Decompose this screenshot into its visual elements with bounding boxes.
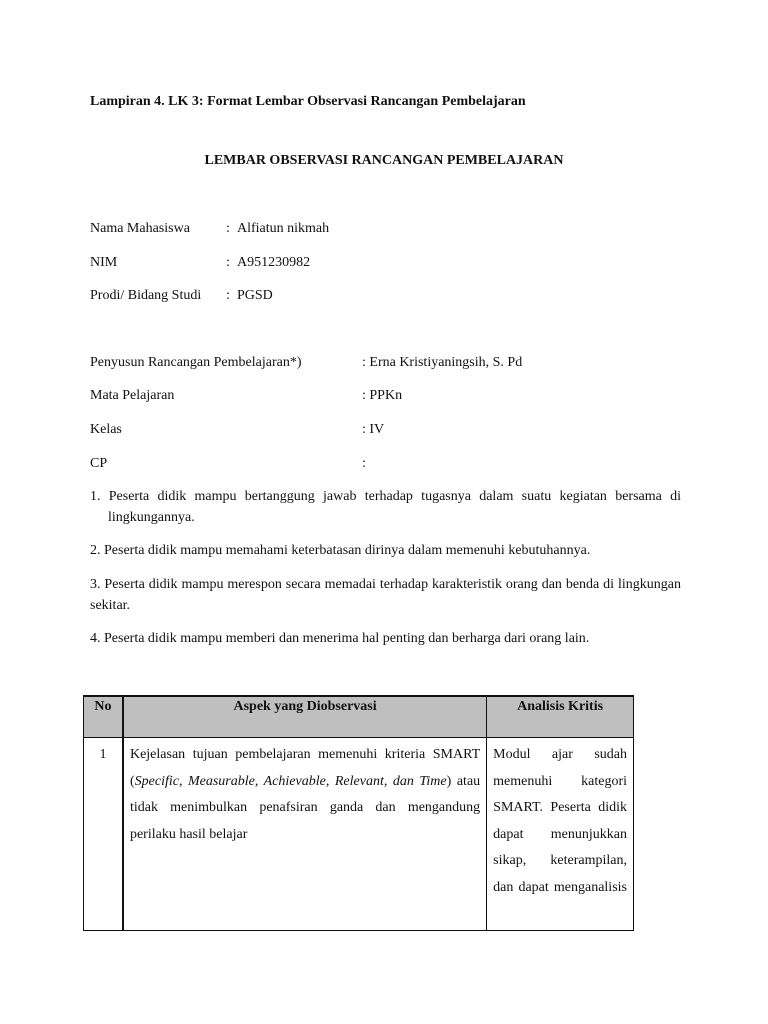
student-prodi-value: PGSD (237, 288, 273, 303)
student-nim-colon: : (226, 255, 230, 270)
row-aspek (123, 738, 487, 931)
row-no: 1 (84, 738, 123, 931)
header-aspek: Aspek yang Diobservasi (123, 696, 487, 738)
student-prodi-label: Prodi/ Bidang Studi (90, 288, 202, 303)
observation-table (83, 695, 634, 931)
student-name-colon: : (226, 221, 230, 236)
cp-label: CP (90, 456, 108, 471)
aspek-text-start: Kejelasan tujuan pembelajaran memenuhi kriteria SMART ( (129, 747, 481, 789)
kelas-value: : IV (362, 422, 385, 437)
student-nim-value: A951230982 (237, 255, 311, 270)
header-analisis: Analisis Kritis (487, 696, 634, 738)
student-nim-label: NIM (90, 255, 118, 270)
student-name-label: Nama Mahasiswa (90, 221, 190, 236)
cp-item-2: 2. Peserta didik mampu memahami keterbatasan dirinya dalam memenuhi kebutuhannya. (90, 543, 591, 558)
smart-criteria: Specific, Measurable, Achievable, Relevant, dan Time (134, 773, 447, 789)
kelas-label: Kelas (90, 422, 122, 437)
student-prodi-colon: : (226, 288, 230, 303)
student-name-value: Alfiatun nikmah (237, 221, 330, 236)
header-no: No (84, 696, 123, 738)
mapel-value: : PPKn (362, 388, 403, 403)
row-analisis: Modul ajar sudah memenuhi kategori SMART. Peserta didik dapat menunjukkan sikap, keterampilan, dan dapat menganalisis (487, 738, 634, 931)
appendix-heading: Lampiran 4. LK 3: Format Lembar Observasi Rancangan Pembelajaran (90, 94, 526, 109)
penyusun-value: : Erna Kristiyaningsih, S. Pd (362, 355, 523, 370)
aspek-text-end: ) atau tidak menimbulkan penafsiran ganda dan mengandung perilaku hasil belajar (129, 773, 481, 842)
cp-item-3: 3. Peserta didik mampu merespon secara memadai terhadap karakteristik orang dan benda di lingkungan sekitar. (90, 577, 681, 613)
penyusun-label: Penyusun Rancangan Pembelajaran*) (90, 355, 302, 370)
table-row (84, 738, 634, 931)
cp-item-1: 1. Peserta didik mampu bertanggung jawab terhadap tugasnya dalam suatu kegiatan bersama di lingkungannya. (90, 489, 681, 525)
document-title: LEMBAR OBSERVASI RANCANGAN PEMBELAJARAN (204, 153, 564, 168)
cp-item-4: 4. Peserta didik mampu memberi dan menerima hal penting dan berharga dari orang lain. (90, 631, 590, 646)
mapel-label: Mata Pelajaran (90, 388, 175, 403)
table-header-row (84, 696, 634, 738)
cp-value: : (362, 456, 366, 471)
